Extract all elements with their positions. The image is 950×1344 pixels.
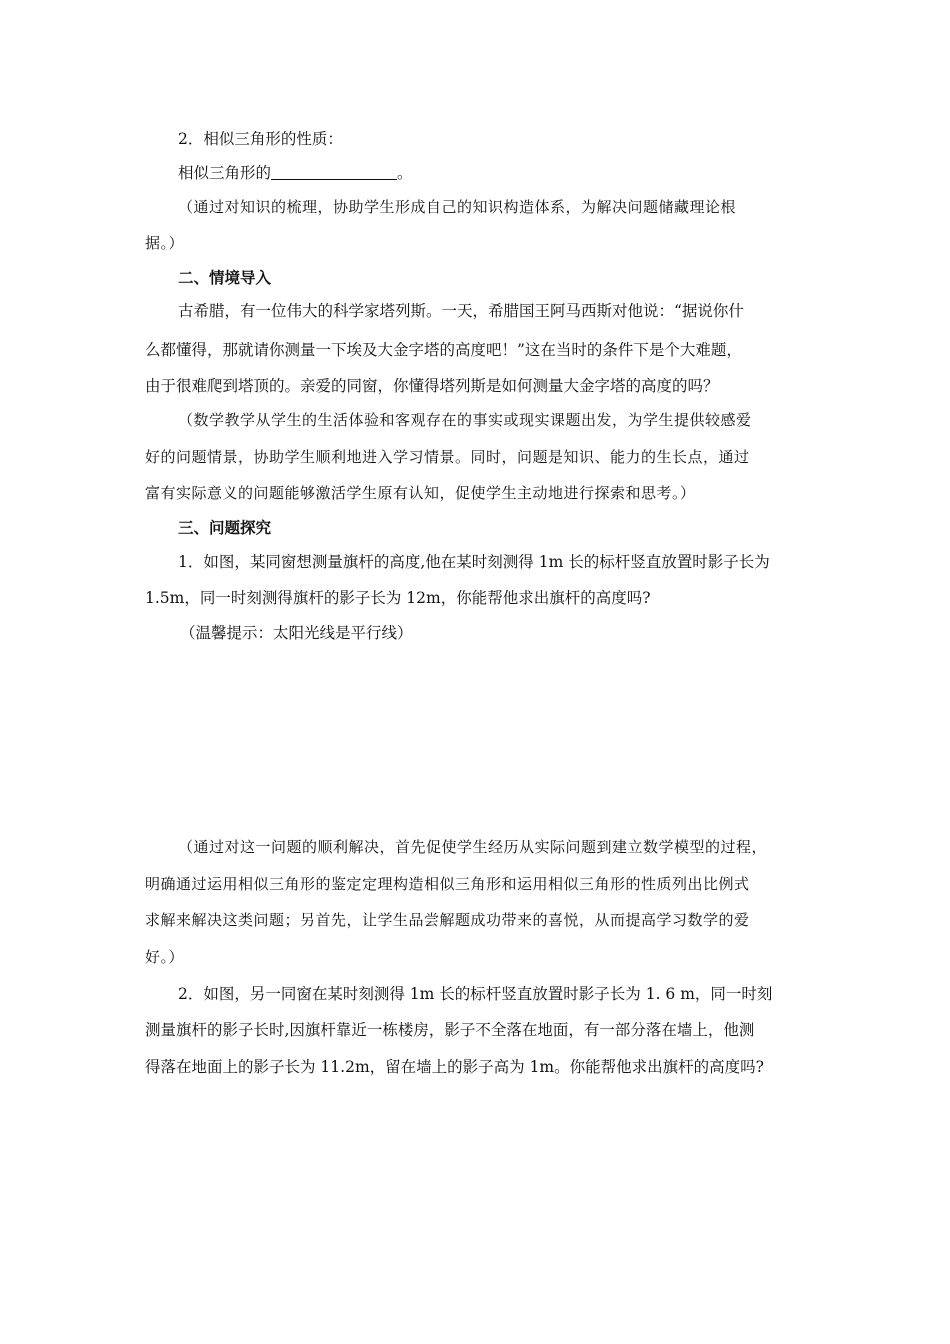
question-2-line-3: 得落在地面上的影子长为 11.2m，留在墙上的影子高为 1m。你能帮他求出旗杆的高度吗? [145, 1058, 764, 1076]
question-1-line-2: 1.5m，同一时刻测得旗杆的影子长为 12m，你能帮他求出旗杆的高度吗? [145, 589, 651, 607]
note-2-line-3: 富有实际意义的问题能够激活学生原有认知，促使学生主动地进行探索和思考。） [145, 484, 696, 502]
question-1-hint: （温馨提示：太阳光线是平行线） [180, 624, 413, 642]
note-3-line-1: （通过对这一问题的顺利解决，首先促使学生经历从实际问题到建立数学模型的过程， [178, 838, 768, 856]
note-1-line-1: （通过对知识的梳理，协助学生形成自己的知识构造体系，为解决问题储藏理论根 [178, 198, 737, 216]
note-3-line-2: 明确通过运用相似三角形的鉴定定理构造相似三角形和运用相似三角形的性质列出比例式 [145, 875, 750, 893]
note-3-line-3: 求解来解决这类问题；另首先，让学生品尝解题成功带来的喜悦，从而提高学习数学的爱 [145, 911, 750, 929]
section-2-para-line-1: 古希腊，有一位伟大的科学家塔列斯。一天，希腊国王阿马西斯对他说：“据说你什 [178, 302, 744, 320]
note-3-line-4: 好。） [145, 948, 185, 966]
note-1-line-2: 据。） [145, 234, 185, 252]
answer-blank[interactable] [271, 164, 397, 180]
question-2-line-1: 2．如图，另一同窗在某时刻测得 1m 长的标杆竖直放置时影子长为 1. 6 m，同一时刻 [178, 985, 773, 1003]
section-3-heading: 三、问题探究 [178, 519, 272, 537]
question-1-line-1: 1．如图，某同窗想测量旗杆的高度,他在某时刻测得 1m 长的标杆竖直放置时影子长为 [178, 553, 770, 571]
note-2-line-1: （数学教学从学生的生活体验和客观存在的事实或现实课题出发，为学生提供较感爱 [178, 411, 752, 429]
section-2-para-line-2: 么都懂得，那就请你测量一下埃及大金字塔的高度吧！”这在当时的条件下是个大难题， [145, 341, 742, 359]
note-2-line-2: 好的问题情景，协助学生顺利地进入学习情景。同时，问题是知识、能力的生长点，通过 [145, 448, 750, 466]
item-2-heading: 2．相似三角形的性质： [178, 130, 343, 148]
fill-blank-prefix: 相似三角形的 [178, 164, 272, 182]
question-2-line-2: 测量旗杆的影子长时,因旗杆靠近一栋楼房，影子不全落在地面，有一部分落在墙上，他测 [145, 1021, 755, 1039]
section-2-heading: 二、情境导入 [178, 269, 272, 287]
fill-blank-suffix: 。 [397, 164, 413, 182]
section-2-para-line-3: 由于很难爬到塔顶的。亲爱的同窗，你懂得塔列斯是如何测量大金字塔的高度的吗？ [145, 377, 719, 395]
item-2-fill-blank [178, 161, 413, 183]
